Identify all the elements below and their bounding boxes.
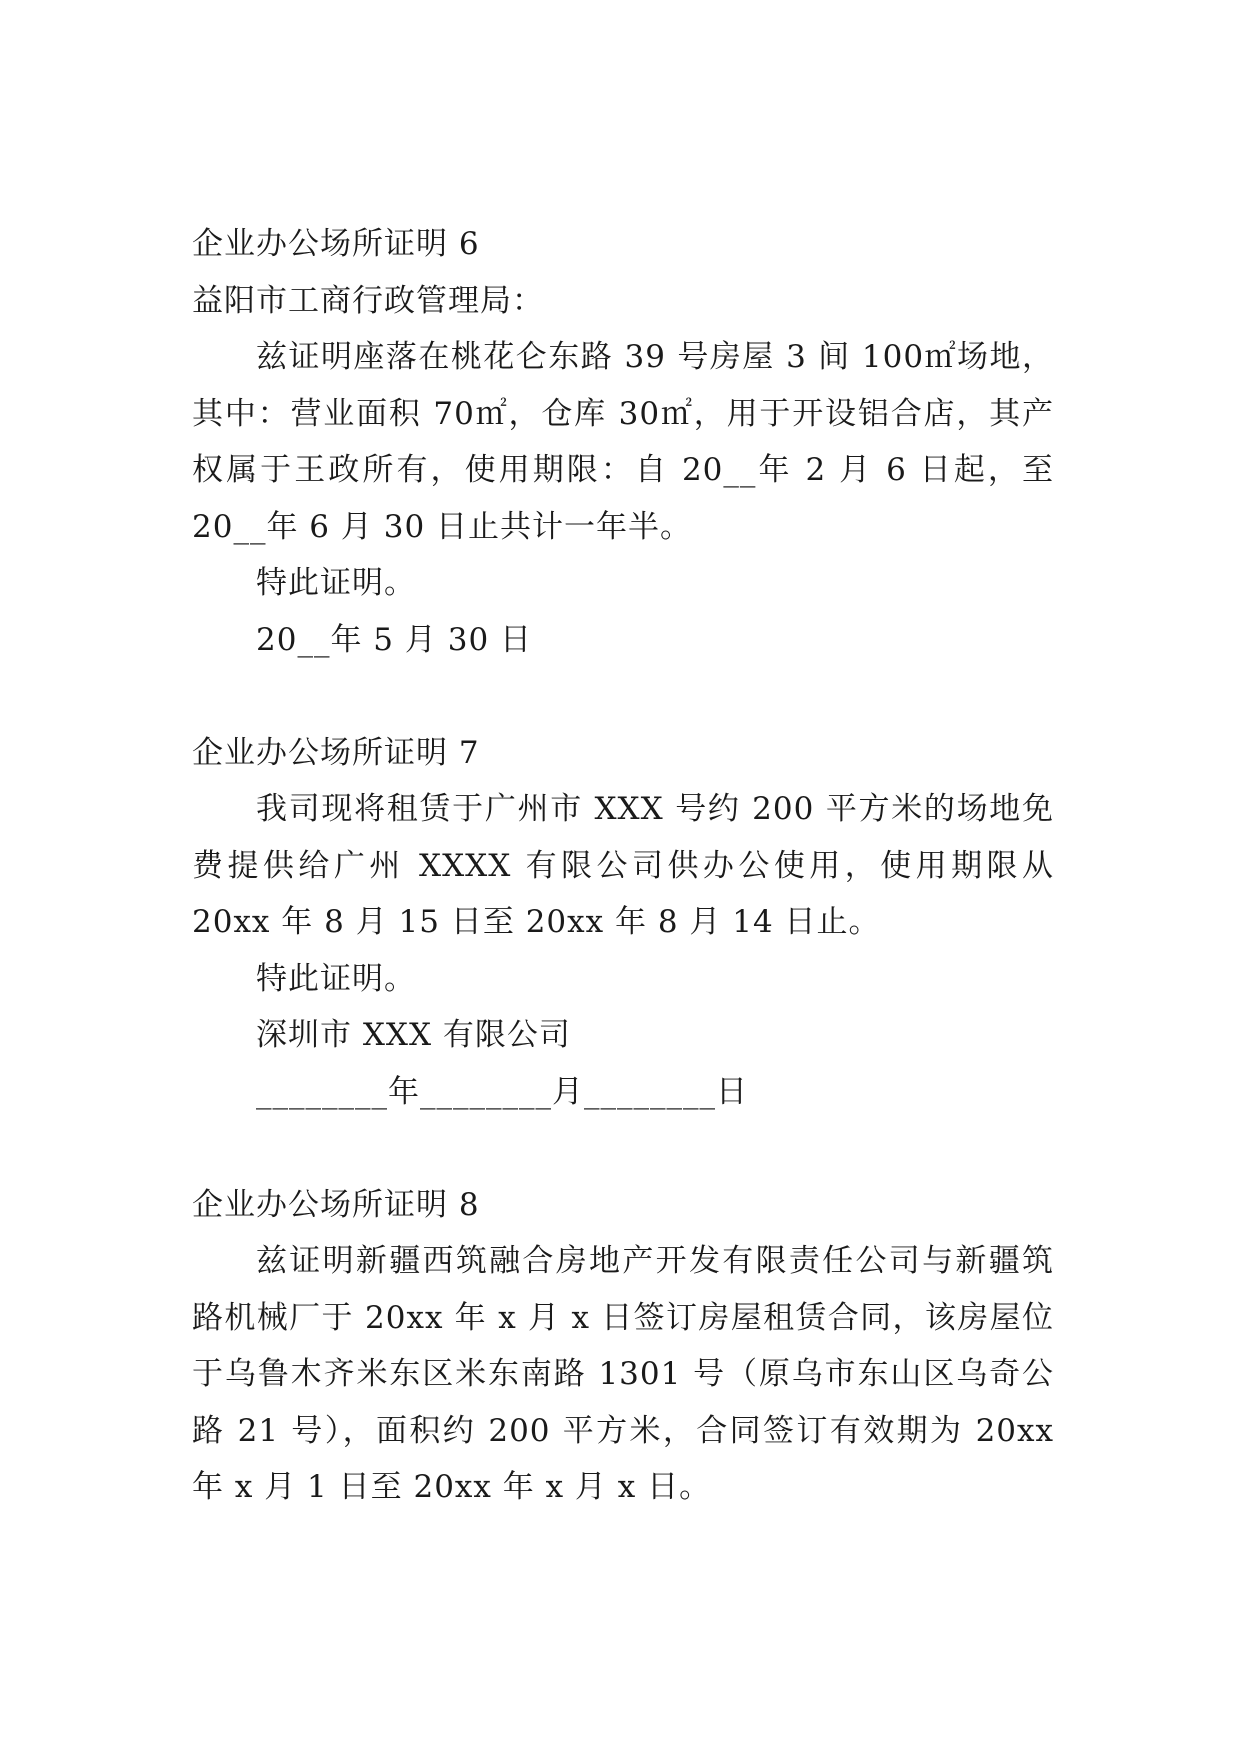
addressee: 益阳市工商行政管理局： (192, 282, 544, 319)
section-body: 兹证明座落在桃花仑东路 39 号房屋 3 间 100㎡场地，其中：营业面积 70㎡，仓库 30㎡，用于开设铝合店，其产权属于王政所有，使用期限：自 20__年 2 月 6 日起，至 20__年 6 月 30 日止共计一年半。 (192, 339, 1054, 545)
section-gap (192, 668, 1054, 725)
section-gap (192, 1120, 1054, 1177)
closing-text: 特此证明。 (256, 565, 416, 601)
closing-text: 特此证明。 (256, 960, 416, 997)
section-body: 我司现将租赁于广州市 XXX 号约 200 平方米的场地免费提供给广州 XXXX 有限公司供办公使用，使用期限从 20xx 年 8 月 15 日至 20xx 年 8 月 14 日止。 (192, 791, 1054, 940)
company-name: 深圳市 XXX 有限公司 (256, 1017, 571, 1053)
date-line: 20__年 5 月 30 日 (256, 621, 533, 658)
date-line: ________年________月________日 (256, 1073, 748, 1110)
section-title: 企业办公场所证明 8 (192, 1186, 480, 1223)
section-title: 企业办公场所证明 6 (192, 226, 480, 262)
section-title: 企业办公场所证明 7 (192, 734, 480, 771)
document-content (192, 216, 1054, 1516)
section-body: 兹证明新疆西筑融合房地产开发有限责任公司与新疆筑路机械厂于 20xx 年 x 月 x 日签订房屋租赁合同，该房屋位于乌鲁木齐米东区米东南路 1301 号（原乌市东山区乌奇公路 21 号），面积约 200 平方米，合同签订有效期为 20xx 年 x 月 1 日至 20xx 年 x 月 x 日。 (192, 1243, 1054, 1505)
